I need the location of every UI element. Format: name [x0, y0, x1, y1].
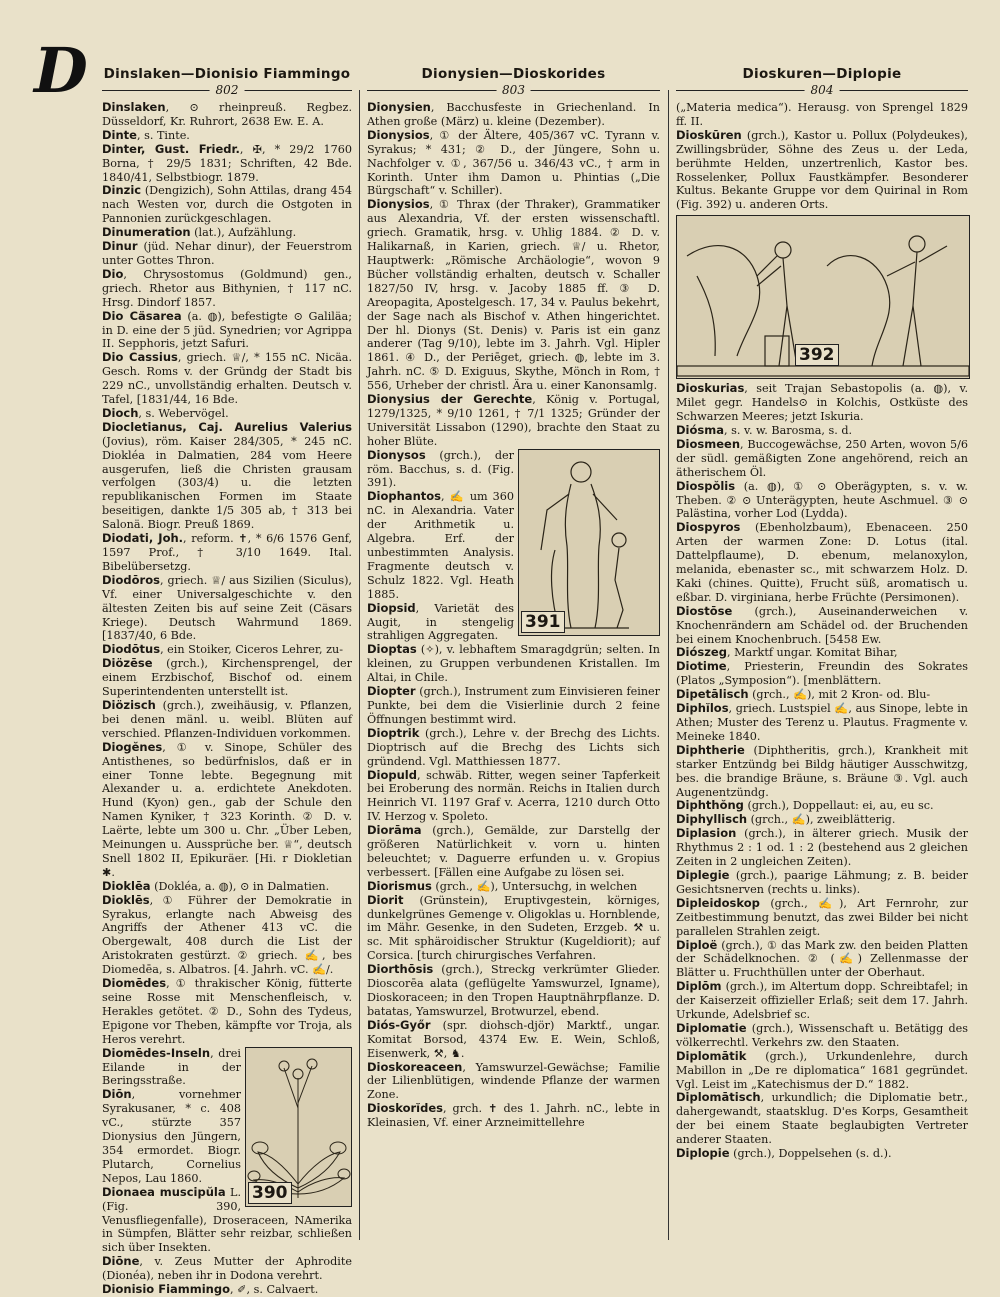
dictionary-entry	[102, 657, 352, 699]
entry-headword: Diphyllisch	[676, 812, 748, 827]
entry-text: (grch.), Wissenschaft u. Betätigg des völkerrechtl. Verkehrs zw. den Staaten.	[676, 1021, 968, 1049]
entry-headword: Diopsid	[367, 600, 416, 615]
entry-text: (Jovius), röm. Kaiser 284/305, * 245 nC. Diokléa in Dalmatien, 284 vom Heere ausgerufen, ließ die Christen grausam verfolgen (303/4) u. die letzten republikanischen Formen im Staate beseitigen, dankte 1/5 305 ab, † 313 bei Salonä. Biogr. Preuß 1869.	[102, 434, 352, 532]
entry-text: , ein Stoiker, Ciceros Lehrer, zu-	[160, 643, 343, 657]
dictionary-entry	[102, 880, 352, 894]
entry-headword: Dinur	[102, 239, 138, 254]
entry-headword: Dio Cassius	[102, 350, 178, 365]
entry-text: (✧), v. lebhaftem Smaragdgrün; selten. In kleinen, zu Gruppen verbundenen Kristallen. Im Altai, in Chile.	[367, 643, 660, 685]
figure-number: 391	[521, 611, 565, 633]
dictionary-entry	[676, 480, 968, 522]
entry-headword: Diosmeen	[676, 436, 741, 451]
dictionary-entry	[102, 226, 352, 240]
entry-text: (Diphtheritis, grch.), Krankheit mit starker Entzündg bei Bildg häutiger Ausschwitzg, bes. die brandige Bräune, s. Bräune ③. Vgl. auch Augenentzündg.	[676, 743, 968, 799]
dictionary-entry	[367, 198, 660, 393]
entry-headword: Dinte	[102, 127, 137, 142]
entry-text: , Yamswurzel-Gewächse; Familie der Lilienblütigen, windende Pflanze der warmen Zone.	[367, 1060, 660, 1102]
entry-text: (grch.), ① das Mark zw. den beiden Platten der Schädelknochen. ② (✍) Zellenmasse der Blätter u. Fruchthüllen unter der Oberhaut.	[676, 938, 968, 980]
entry-headword: Dioklēs	[102, 892, 150, 907]
entry-headword: Diodōros	[102, 572, 160, 587]
entry-text: (grch.), im Altertum dopp. Schreibtafel; in der Kaiserzeit offizieller Erlaß; seit dem 17. Jahrh. Urkunde, Adelsbrief sc.	[676, 980, 968, 1022]
figure-number: 390	[248, 1182, 292, 1204]
entry-text: (grch., ✍), Art Fernrohr, zur Zeitbestimmung benutzt, das zwei Bilder bei nicht parallelen Strahlen zeigt.	[676, 896, 968, 938]
dictionary-entry	[676, 897, 968, 939]
entry-headword: Dionysius der Gerechte	[367, 392, 533, 407]
entry-headword: Dipleidoskop	[676, 895, 760, 910]
entry-text: , s. v. w. Barosma, s. d.	[723, 423, 853, 437]
entry-headword: Diopuld	[367, 767, 417, 782]
dictionary-entry	[102, 407, 352, 421]
entry-headword: Dionisio Fiammingo	[102, 1282, 230, 1297]
entry-headword: Diorāma	[367, 823, 422, 838]
dictionary-entry	[102, 310, 352, 352]
entry-list	[676, 101, 968, 1161]
column-804	[676, 66, 968, 1161]
entry-text: , s. Tinte.	[136, 128, 190, 142]
dictionary-entry	[676, 129, 968, 212]
entry-text: (grch.), Urkundenlehre, durch Mabillon in „De re diplomatica“ 1681 gegründet. Vgl. Leist im „Katechismus der D.“ 1882.	[676, 1049, 968, 1091]
entry-text: (a. ◍), ① ⊙ Oberägypten, s. v. w. Theben. ② ⊙ Unterägypten, heute Aschmuel. ③ ⊙ Palästina, vorher Lod (Lydda).	[676, 479, 968, 521]
entry-headword: Diplomātik	[676, 1048, 747, 1063]
entry-headword: Diōne	[102, 1254, 140, 1269]
dictionary-entry	[102, 574, 352, 644]
entry-headword: Diplopie	[676, 1146, 730, 1161]
entry-text: (grch.), paarige Lähmung; z. B. beider Gesichtsnerven (rechts u. links).	[676, 868, 968, 896]
entry-text: (grch.), Gemälde, zur Darstellg der größeren Natürlichkeit v. vorn u. hinten beleuchtet; v. Daguerre erfunden u. v. Gropius verbessert. [Fällen eine Aufgabe zu lösen sei.	[367, 824, 660, 879]
statue-illustration	[519, 450, 659, 635]
dictionary-entry	[676, 660, 968, 688]
entry-text: (a. ◍), befestigte ⊙ Galiläa; in D. eine der 5 jüd. Synedrien; vor Agrippa II. Sepphoris, jetzt Safuri.	[102, 309, 352, 351]
entry-text: , ① der Ältere, 405/367 vC. Tyrann v. Syrakus; * 431; ② D., der Jüngere, Sohn u. Nachfolger v. ①, 367/56 u. 346/43 vC., † arm in Korinth. Unter ihm Damon u. Phintias („Die Bürgschaft“ v. Schiller).	[367, 128, 660, 198]
entry-text: (Grünstein), Eruptivgestein, körniges, dunkelgrünes Gemenge v. Oligoklas u. Hornblende, im Mähr. Gesenke, in den Sudeten, Erzgeb. ⚒ u. sc. Mit sphäroidischer Struktur (Kugeldiorit); auf Corsica. [turch chirurgisches Verfahren.	[367, 893, 660, 963]
entry-headword: Diomēdes-Inseln	[102, 1045, 211, 1060]
dictionary-entry	[102, 421, 352, 532]
dictionary-entry	[102, 1255, 352, 1283]
dictionary-entry	[102, 1283, 352, 1297]
entry-headword: Diostōse	[676, 603, 733, 618]
entry-headword: Diözisch	[102, 697, 156, 712]
entry-headword: Diphtherie	[676, 742, 745, 757]
entry-text: (grch.), zweihäusig, v. Pflanzen, bei denen mänl. u. weibl. Blüten auf verschied. Pflanzen-Individuen vorkommen.	[102, 698, 352, 740]
dictionary-entry	[676, 382, 968, 424]
column-divider	[668, 90, 669, 1240]
entry-text: , ⊙ rheinpreuß. Regbez. Düsseldorf, Kr. Ruhrort, 2638 Ew. E. A.	[102, 101, 352, 128]
entry-headword: Dipetālisch	[676, 687, 749, 702]
entry-headword: Diōn	[102, 1087, 132, 1102]
dictionary-entry	[676, 813, 968, 827]
entry-headword: Dioskurias	[676, 381, 745, 396]
entry-text: , ① v. Sinope, Schüler des Antisthenes, so bedürfnislos, daß er in einer Tonne lebte. Begegnung mit Alexander u. a. erdichtete Anekdoten. Hund (Kyon) gen., gab der Schule den Namen Kyniker, † 323 Korinth. ② D. v. Laërte, lebte um 300 u. Chr. „Über Leben, Meinungen u. Aussprüche ber. ♕“, deutsch Snell 1802 II, Epikuräer. [Hi. r Diokletian ✱.	[102, 740, 352, 879]
entry-headword: Diospyros	[676, 520, 741, 535]
entry-headword: Diplomātisch	[676, 1090, 761, 1105]
dictionary-entry	[676, 646, 968, 660]
entry-text: , ✠, * 29/2 1760 Borna, † 29/5 1831; Schriften, 42 Bde. 1840/41, Selbstbiogr. 1879.	[102, 142, 352, 184]
entry-text: , griech. Lustspiel ✍, aus Sinope, lebte in Athen; Muster des Terenz u. Plautus. Fragmente v. Meineke 1840.	[676, 702, 968, 743]
figure-390-venus-flytrap	[245, 1047, 352, 1207]
entry-headword: Dionysios	[367, 197, 430, 212]
dictionary-entry	[367, 880, 660, 894]
page-number: 802	[210, 82, 245, 98]
column-803	[367, 66, 660, 1130]
dictionary-entry	[676, 939, 968, 981]
page-number: 803	[496, 82, 531, 98]
dictionary-entry	[676, 869, 968, 897]
entry-headword: Diós-Győr	[367, 1017, 431, 1032]
figure-number: 392	[795, 344, 839, 366]
entry-text: , ① thrakischer König, fütterte seine Rosse mit Menschenfleisch, v. Herakles getötet. ② D., Sohn des Tydeus, Epigone vor Theben, kämpfte vor Troja, als Heros verehrt.	[102, 977, 352, 1046]
entry-headword: Dinzic	[102, 183, 142, 198]
entry-headword: Dinslaken	[102, 100, 166, 114]
entry-text: , ① Thrax (der Thraker), Grammatiker aus Alexandria, Vf. der ersten wissenschaftl. griech. Gramatik, hrsg. v. Uhlig 1884. ② D. v. Halikarnaß, in Karien, griech. ♕/ u. Rhetor, Hauptwerk: „Römische Archäologie“, wovon 9 Bücher vollständig erhalten, deutsch v. Schaller 1827/50 IV, hrsg. v. Jacoby 1885 ff. ③ D. Areopagita, Apostelgesch. 17, 34 v. Paulus bekehrt, der Sage nach als Bischof v. Athen hingerichtet. Der hl. Dionys (St. Denis) v. Paris ist ein ganz anderer (Tag 9/10), lebte im 3. Jahrh. Vgl. Hipler 1861. ④ D., der Periēget, griech. ◍, lebte im 3. Jahrh. nC. ⑤ D. Exiguus, Skythe, Mönch in Rom, † 556, Urheber der christl. Ära u. einer Kanonsamlg.	[367, 198, 660, 393]
entry-text: , griech. ♕/, * 155 nC. Nicäa. Gesch. Roms v. der Gründg der Stadt bis 229 nC., unvollständig erhalten. Deutsch v. Tafel, [1831/44, 16 Bde.	[102, 351, 352, 407]
entry-headword: Diomēdes	[102, 976, 167, 991]
entry-text: , Bacchusfeste in Griechenland. In Athen große (März) u. kleine (Dezember).	[367, 101, 660, 128]
entry-headword: Dioklēa	[102, 878, 151, 893]
entry-headword: Dionysios	[367, 127, 430, 142]
dictionary-entry	[676, 744, 968, 800]
dictionary-entry	[676, 605, 968, 647]
entry-text: , ① Führer der Demokratie in Syrakus, erlangte nach Abweisg des Angriffs der Athener 413 vC. die Obergewalt, 408 durch die List der Aristokraten gestürzt. ② griech. ✍, bes Diomedēa, s. Albatros. [4. Jahrh. vC. ✍/.	[102, 893, 352, 977]
entry-headword: Diószeg	[676, 645, 727, 660]
entry-text: (Ebenholzbaum), Ebenaceen. 250 Arten der warmen Zone: D. Lotus (ital. Dattelpflaume), D. ebenum, melanoxylon, melanida, ebenaster sc., mit schwarzem Holz. D. Kaki (chines. Quitte), Frucht süß, aromatisch u. eßbar. D. virginiana, herbe Früchte (Persimonen).	[676, 521, 968, 604]
entry-text: , Marktf ungar. Komitat Bihar,	[726, 646, 898, 660]
entry-text: (lat.), Aufzählung.	[190, 226, 297, 240]
dictionary-entry	[676, 1147, 968, 1161]
entry-headword: Diphĭlos	[676, 701, 729, 716]
dictionary-entry	[102, 240, 352, 268]
entry-text: (grch.), Auseinanderweichen v. Knochenrändern am Schädel od. der Bruchenden bei einem Knochenbruch. [5458 Ew.	[676, 604, 968, 646]
entry-headword: Diogĕnes	[102, 739, 163, 754]
entry-headword: Diplōm	[676, 979, 722, 994]
entry-headword: Diodōtus	[102, 642, 161, 657]
dictionary-entry	[676, 980, 968, 1022]
dictionary-entry	[102, 894, 352, 977]
entry-headword: Diplasion	[676, 826, 737, 841]
entry-text: (grch., ✍), mit 2 Kron- od. Blu-	[748, 688, 931, 702]
entry-headword: Diodati, Joh.	[102, 531, 184, 546]
dictionary-entry	[676, 1091, 968, 1147]
dictionary-entry	[676, 799, 968, 813]
running-head: Dinslaken—Dionisio Fiammingo	[103, 66, 351, 82]
entry-headword: Diplomatie	[676, 1020, 747, 1035]
dictionary-entry	[676, 438, 968, 480]
entry-text: L. (Fig. 390, Venusfliegenfalle), Droseraceen, NAmerika in Sümpfen, Blätter sehr reizbar, schließen sich über Insekten.	[102, 1185, 352, 1255]
entry-headword: Dinter, Gust. Friedr.	[102, 141, 240, 156]
dictionary-entry	[367, 685, 660, 727]
dictionary-entry	[102, 977, 352, 1047]
entry-headword: Dionaea muscipŭla	[102, 1184, 226, 1199]
dictionary-entry	[367, 1102, 660, 1130]
entry-headword: Dio Cäsarea	[102, 308, 182, 323]
entry-text: (grch.), Kastor u. Pollux (Polydeukes), Zwillingsbrüder, Söhne des Zeus u. der Leda, berühmte Helden, unzertrenlich, Kastor bes. Rosselenker, Pollux Faustkämpfer. Besonderer Kultus. Bekante Gruppe vor dem Quirinal in Rom (Fig. 392) u. anderen Orts.	[676, 128, 968, 212]
entry-text: (jüd. Nehar dinur), der Feuerstrom unter Gottes Thron.	[102, 240, 352, 267]
entry-text: (grch.), Doppellaut: ei, au, eu sc.	[743, 799, 934, 813]
entry-text: (grch.), Kirchensprengel, der einem Erzbischof, Bischof od. einem Superintendenten unterstellt ist.	[102, 657, 352, 699]
running-head: Dionysien—Dioskorides	[421, 66, 606, 82]
entry-text: (spr. diohsch-djör) Marktf., ungar. Komitat Borsod, 4374 Ew. E. Wein, Schloß, Eisenwerk, ⚒, ♞.	[367, 1018, 660, 1060]
entry-text: , schwäb. Ritter, wegen seiner Tapferkeit bei Eroberung des normän. Reichs in Italien durch Heinrich VI. 1197 Graf v. Acerra, 1210 durch Otto IV. Herzog v. Spoleto.	[367, 768, 660, 824]
entry-headword: Diospŏlis	[676, 478, 736, 493]
entry-text: , ✍ um 360 nC. in Alexandria. Vater der Arithmetik u. Algebra. Erf. der unbestimmten Analysis. Fragmente deutsch v. Schulz 1822. Vgl. Heath 1885.	[367, 490, 514, 601]
column-divider	[359, 90, 360, 1240]
dictionary-entry	[102, 101, 352, 129]
entry-text: (grch., ✍), Untersuchg, in welchen	[431, 879, 638, 893]
entry-headword: Diósma	[676, 422, 724, 437]
dictionary-entry	[676, 1022, 968, 1050]
figure-392-dioscuri-group	[676, 215, 970, 379]
entry-text: , reform. ✝, * 6/6 1576 Genf, 1597 Prof., † 3/10 1649. Ital. Bibelübersetzg.	[102, 532, 353, 573]
entry-text: (grch.), in älterer griech. Musik der Rhythmus 2 : 1 od. 1 : 2 (bestehend aus 2 gleichen Zeiten in 2 ungleichen Zeiten).	[676, 827, 968, 869]
entry-text: (grch.), Lehre v. der Brechg des Lichts. Dioptrisch auf die Brechg des Lichts sich gründend. Vgl. Matthiessen 1877.	[367, 726, 660, 768]
entry-headword: Dioskorĭdes	[367, 1101, 443, 1116]
entry-headword: Dioskūren	[676, 127, 742, 142]
dictionary-entry	[367, 894, 660, 964]
entry-headword: Dioch	[102, 405, 139, 420]
dictionary-entry	[367, 393, 660, 449]
dictionary-entry	[676, 688, 968, 702]
entry-text: , König v. Portugal, 1279/1325, * 9/10 1261, † 7/1 1325; Gründer der Universität Lissabon (1290), brachte den Staat zu hoher Blüte.	[367, 393, 660, 448]
entry-headword: Dionysos	[367, 447, 426, 462]
entry-headword: Diorit	[367, 892, 404, 907]
column-802	[102, 66, 352, 1297]
dictionary-entry	[367, 769, 660, 825]
figure-391-dionysos-statue	[518, 449, 660, 636]
entry-text: (grch., ✍), zweiblätterig.	[747, 813, 896, 827]
dictionary-entry	[102, 741, 352, 880]
dictionary-entry	[367, 643, 660, 685]
entry-headword: Dinumeration	[102, 225, 191, 240]
dictionary-entry	[676, 424, 968, 438]
entry-text: („Materia medica“). Herausg. von Sprengel 1829 ff. II.	[676, 101, 968, 128]
entry-headword: Dioptas	[367, 642, 417, 657]
dictionary-entry	[367, 1061, 660, 1103]
dictionary-entry	[102, 643, 352, 657]
entry-text: , ✐, s. Calvaert.	[230, 1283, 319, 1297]
entry-headword: Diorismus	[367, 878, 432, 893]
dictionary-entry	[367, 963, 660, 1019]
entry-headword: Dio	[102, 266, 124, 281]
entry-list	[367, 101, 660, 1130]
dictionary-entry	[102, 129, 352, 143]
entry-headword: Diotime	[676, 659, 727, 674]
dictionary-entry	[102, 268, 352, 310]
dictionary-entry	[676, 1050, 968, 1092]
entry-text: , seit Trajan Sebastopolis (a. ◍), v. Milet gegr. Handels⊙ in Kolchis, Ostküste des Schwarzen Meeres; jetzt Iskuria.	[676, 382, 968, 424]
dictionary-entry	[367, 824, 660, 880]
entry-text: , vornehmer Syrakusaner, * c. 408 vC., stürzte 357 Dionysius den Jüngern, 354 ermordet. Biogr. Plutarch, Cornelius Nepos, Lau 1860.	[102, 1088, 241, 1185]
dictionary-entry	[367, 1019, 660, 1061]
entry-headword: Diözēse	[102, 656, 153, 671]
entry-headword: Diophantos	[367, 489, 441, 504]
section-letter: D	[34, 34, 88, 107]
entry-text: , grch. ✝ des 1. Jahrh. nC., lebte in Kleinasien, Vf. einer Arzneimittellehre	[367, 1102, 660, 1130]
entry-headword: Dioptrik	[367, 725, 420, 740]
entry-headword: Diorthōsis	[367, 962, 434, 977]
entry-text: , Chrysostomus (Goldmund) gen., griech. Rhetor aus Bithynien, † 117 nC. Hrsg. Dindorf 1857.	[102, 267, 352, 309]
entry-headword: Dionysien	[367, 100, 431, 114]
entry-headword: Diploë	[676, 937, 718, 952]
entry-headword: Dioskoreaceen	[367, 1059, 463, 1074]
running-head: Dioskuren—Diplopie	[742, 66, 902, 82]
entry-text: , drei Eilande in der Beringsstraße.	[102, 1046, 241, 1088]
entry-text: , v. Zeus Mutter der Aphrodite (Dionéa), neben ihr in Dodona verehrt.	[102, 1255, 352, 1283]
dictionary-entry	[102, 699, 352, 741]
dictionary-entry	[367, 727, 660, 769]
entry-text: (grch.), Instrument zum Einvisieren feiner Punkte, bei dem die Visierlinie durch 2 feine Öffnungen bestimmt wird.	[367, 685, 660, 726]
entry-text: , s. Webervögel.	[138, 406, 229, 420]
page-number-rule	[367, 82, 660, 98]
dictionary-entry	[102, 351, 352, 407]
entry-text: , Priesterin, Freundin des Sokrates (Platos „Symposion“). [menblättern.	[676, 660, 968, 688]
dictionary-entry	[367, 129, 660, 199]
dictionary-entry	[676, 702, 968, 744]
dictionary-entry	[676, 101, 968, 129]
entry-text: , Buccogewächse, 250 Arten, wovon 5/6 der südl. gemäßigten Zone angehörend, reich an ätherischem Öl.	[676, 437, 968, 479]
entry-text: (grch.), Doppelsehen (s. d.).	[729, 1147, 892, 1161]
page-number-rule	[102, 82, 352, 98]
entry-text: (grch.), der röm. Bacchus, s. d. (Fig. 391).	[367, 448, 514, 490]
dictionary-entry	[102, 532, 352, 574]
entry-text: (Dokléa, a. ◍), ⊙ in Dalmatien.	[150, 879, 330, 893]
page-number: 804	[805, 82, 840, 98]
entry-text: , urkundlich; die Diplomatie betr., dahergewandt, staatsklug. D'es Korps, Gesamtheit der bei einem Staate beglaubigten Vertreter anderer Staaten.	[676, 1091, 968, 1147]
entry-text: , griech. ♕/ aus Sizilien (Siculus), Vf. einer Universalgeschichte v. den ältesten Zeiten bis auf seine Zeit (Cäsars Kriege). Deutsch Wahrmund 1869. [1837/40, 6 Bde.	[102, 573, 352, 643]
entry-headword: Diocletianus, Caj. Aurelius Valerius	[102, 419, 352, 434]
dictionary-entry	[676, 521, 968, 604]
entry-headword: Diopter	[367, 684, 416, 699]
entry-headword: Diplegie	[676, 867, 730, 882]
entry-text: , Varietät des Augit, in stengelig strahligen Aggregaten.	[367, 601, 514, 643]
dictionary-entry	[102, 184, 352, 226]
dictionary-entry	[102, 143, 352, 185]
entry-list	[102, 101, 352, 1297]
entry-headword: Diphthŏng	[676, 798, 744, 813]
page-number-rule	[676, 82, 968, 98]
dictionary-entry	[367, 101, 660, 129]
dictionary-entry	[676, 827, 968, 869]
entry-text: (grch.), Streckg verkrümter Glieder. Dioscorēa alata (geflügelte Yamswurzel, Igname), Dioskoraceen; in den Tropen Hauptnährpflanze. D. batatas, Yamswurzel, Brotwurzel, ebend.	[367, 963, 660, 1018]
entry-text: (Dengizich), Sohn Attilas, drang 454 nach Westen vor, durch die Ostgoten in Pannonien zurückgeschlagen.	[102, 184, 352, 226]
